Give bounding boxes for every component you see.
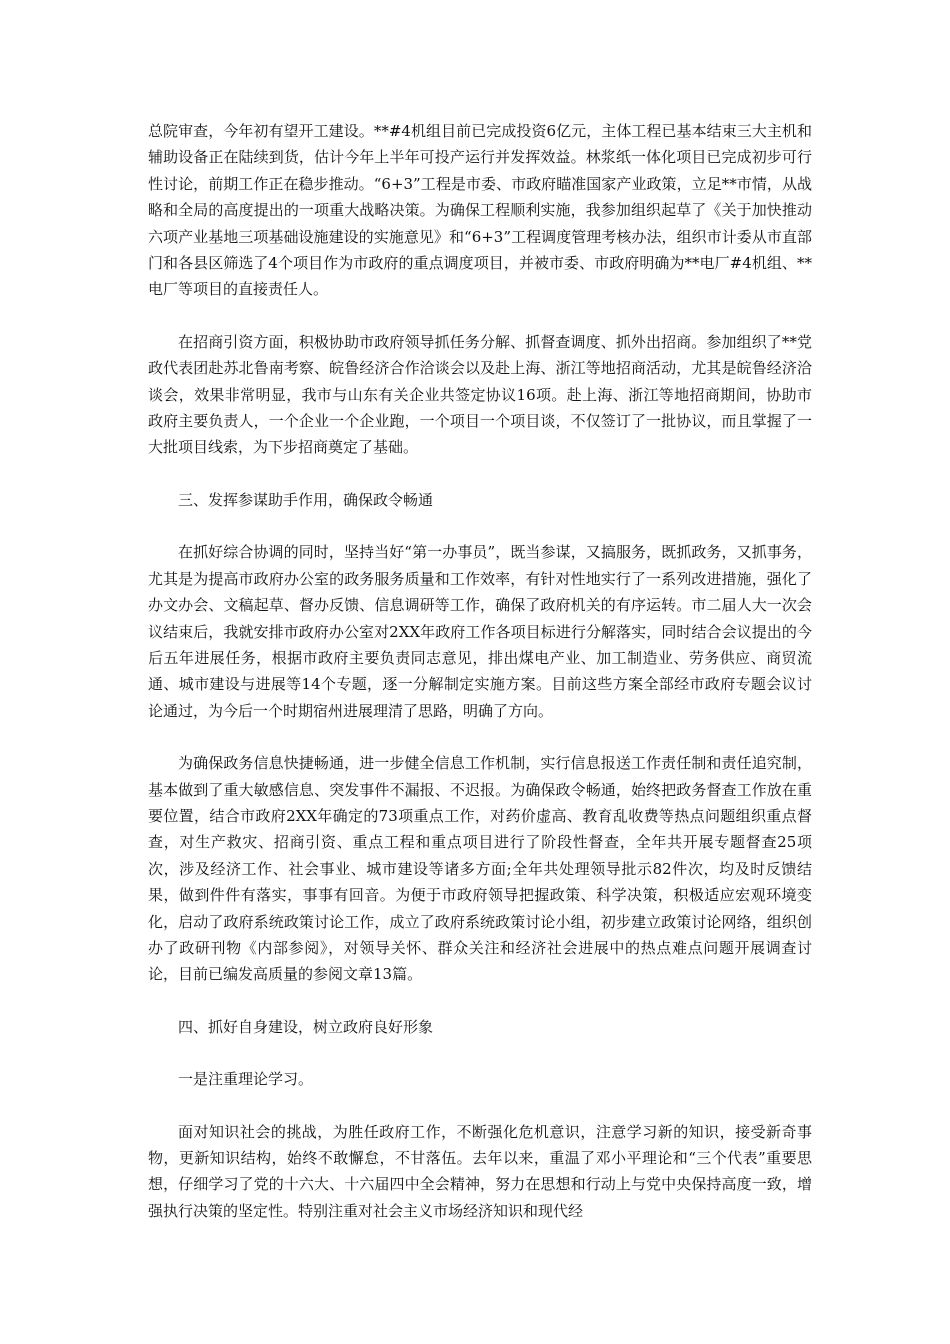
- paragraph-4: 在抓好综合协调的同时，坚持当好“第一办事员”，既当参谋，又搞服务，既抓政务，又抓事务，尤其是为提高市政府办公室的政务服务质量和工作效率，有针对性地实行了一系列改进措施，强化了办文办会、文稿起草、督办反馈、信息调研等工作，确保了政府机关的有序运转。市二届人大一次会议结束后，我就安排市政府办公室对2XX年政府工作各项目标进行分解落实，同时结合会议提出的今后五年进展任务，根据市政府主要负责同志意见，排出煤电产业、加工制造业、劳务供应、商贸流通、城市建设与进展等14个专题，逐一分解制定实施方案。目前这些方案全部经市政府专题会议讨论通过，为今后一个时期宿州进展理清了思路，明确了方向。: [148, 543, 812, 720]
- paragraph-6: 面对知识社会的挑战，为胜任政府工作，不断强化危机意识，注意学习新的知识，接受新奇事物，更新知识结构，始终不敢懈怠，不甘落伍。去年以来，重温了邓小平理论和“三个代表”重要思想，仔细学习了党的十六大、十六届四中全会精神，努力在思想和行动上与党中央保持高度一致，增强执行决策的坚定性。特别注重对社会主义市场经济知识和现代经: [148, 1122, 812, 1220]
- section-heading-4: 四、抓好自身建设，树立政府良好形象: [178, 1017, 434, 1036]
- document-body: [148, 118, 812, 1250]
- paragraph-2: 在招商引资方面，积极协助市政府领导抓任务分解、抓督查调度、抓外出招商。参加组织了**党政代表团赴苏北鲁南考察、皖鲁经济合作洽谈会以及赴上海、浙江等地招商活动，尤其是皖鲁经济洽谈会，效果非常明显，我市与山东有关企业共签定协议16项。赴上海、浙江等地招商期间，协助市政府主要负责人，一个企业一个企业跑，一个项目一个项目谈，不仅签订了一批协议，而且掌握了一大批项目线索，为下步招商奠定了基础。: [148, 332, 812, 457]
- subheading-1: 一是注重理论学习。: [178, 1070, 314, 1089]
- paragraph-1: 总院审查，今年初有望开工建设。**#4机组目前已完成投资6亿元，主体工程已基本结束三大主机和辅助设备正在陆续到货，估计今年上半年可投产运行并发挥效益。林浆纸一体化项目已完成初步可行性讨论，前期工作正在稳步推动。“6+3”工程是市委、市政府瞄准国家产业政策，立足**市情，从战略和全局的高度提出的一项重大战略决策。为确保工程顺利实施，我参加组织起草了《关于加快推动六项产业基地三项基础设施建设的实施意见》和“6+3”工程调度管理考核办法，组织市计委从市直部门和各县区筛选了4个项目作为市政府的重点调度项目，并被市委、市政府明确为**电厂#4机组、**电厂等项目的直接责任人。: [148, 122, 812, 299]
- paragraph-5: 为确保政务信息快捷畅通，进一步健全信息工作机制，实行信息报送工作责任制和责任追究制，基本做到了重大敏感信息、突发事件不漏报、不迟报。为确保政令畅通，始终把政务督查工作放在重要位置，结合市政府2XX年确定的73项重点工作，对药价虚高、教育乱收费等热点问题组织重点督查，对生产救灾、招商引资、重点工程和重点项目进行了阶段性督查，全年共开展专题督查25项次，涉及经济工作、社会事业、城市建设等诸多方面;全年共处理领导批示82件次，均及时反馈结果，做到件件有落实，事事有回音。为便于市政府领导把握政策、科学决策，积极适应宏观环境变化，启动了政府系统政策讨论工作，成立了政府系统政策讨论小组，初步建立政策讨论网络，组织创办了政研刊物《内部参阅》，对领导关怀、群众关注和经济社会进展中的热点难点问题开展调查讨论，目前已编发高质量的参阅文章13篇。: [148, 754, 812, 984]
- section-heading-3: 三、发挥参谋助手作用，确保政令畅通: [178, 490, 434, 509]
